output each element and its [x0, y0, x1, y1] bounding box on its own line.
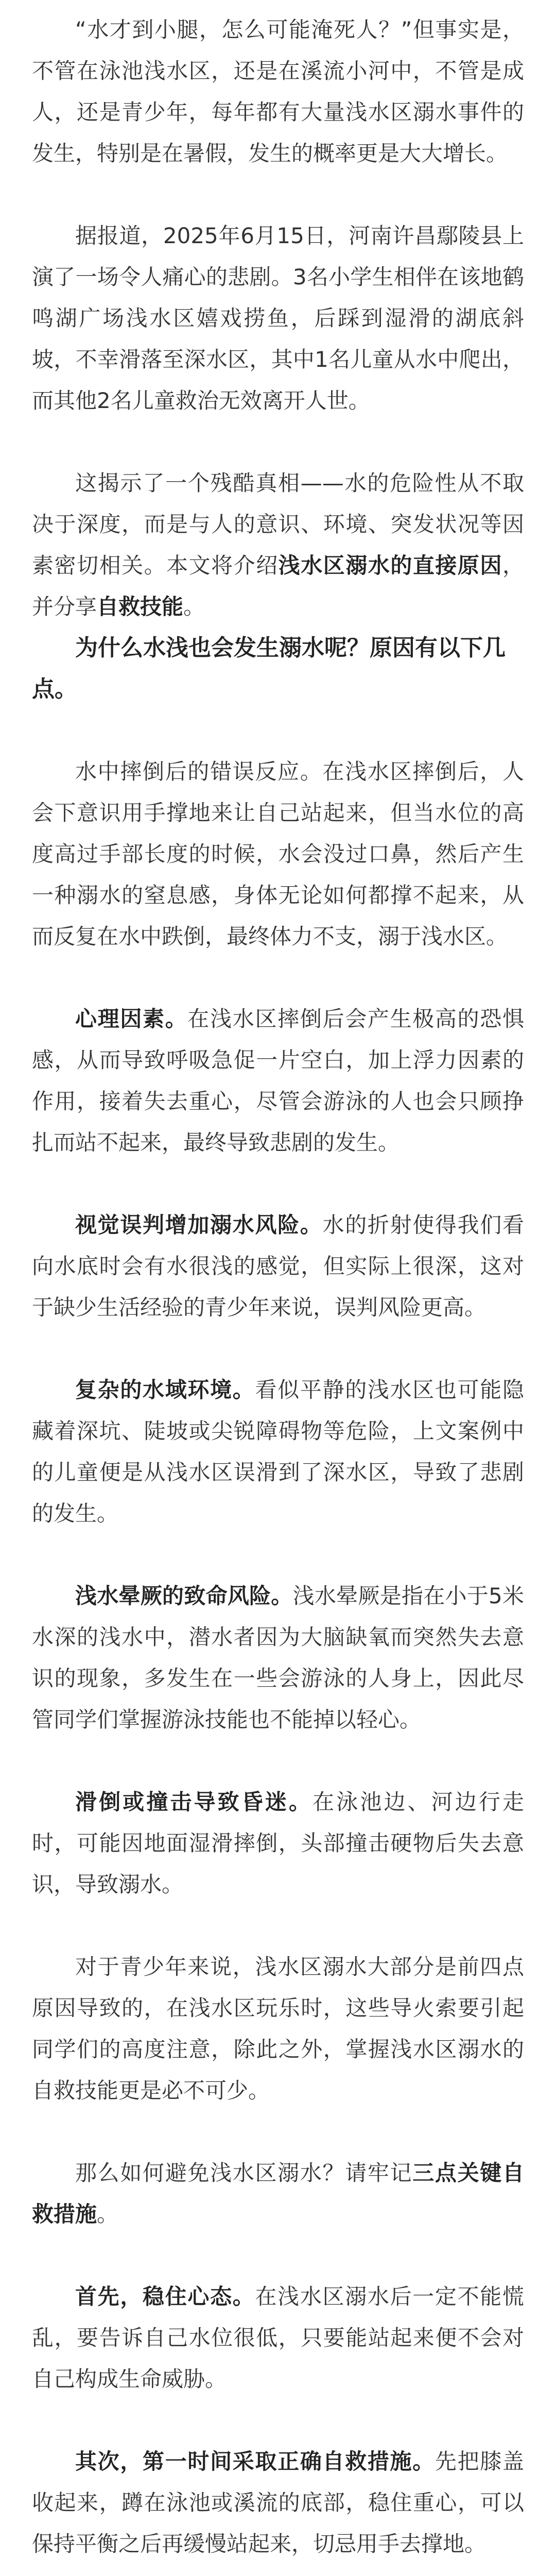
rescue-step-calm: 首先，稳住心态。在浅水区溺水后一定不能慌乱，要告诉自己水位很低，只要能站起来便不会对自己构成生命威胁。 — [32, 2284, 524, 2392]
causes-summary-paragraph: 对于青少年来说，浅水区溺水大部分是前四点原因导致的，在浅水区玩乐时，这些导火索要引起同学们的高度注意，除此之外，掌握浅水区溺水的自救技能更是必不可少。 — [32, 1954, 524, 2103]
cause-slip-impact: 滑倒或撞击导致昏迷。在泳池边、河边行走时，可能因地面湿滑摔倒，头部撞击硬物后失去意识，导致溺水。 — [32, 1789, 524, 1897]
cause-complex-environment: 复杂的水域环境。看似平静的浅水区也可能隐藏着深坑、陡坡或尖锐障碍物等危险，上文案例中的儿童便是从浅水区误滑到了深水区，导致了悲剧的发生。 — [32, 1377, 524, 1526]
news-report-paragraph: 据报道，2025年6月15日，河南许昌鄢陵县上演了一场令人痛心的悲剧。3名小学生相伴在该地鹤鸣湖广场浅水区嬉戏捞鱼，后踩到湿滑的湖底斜坡，不幸滑落至深水区，其中1名儿童从水中爬出，而其他2名儿童救治无效离开人世。 — [32, 223, 524, 413]
summary-paragraph: 这揭示了一个残酷真相——水的危险性从不取决于深度，而是与人的意识、环境、突发状况等因素密切相关。本文将介绍浅水区溺水的直接原因，并分享自救技能。 — [32, 470, 524, 619]
intro-paragraph: “水才到小腿，怎么可能淹死人？”但事实是，不管在泳池浅水区，还是在溪流小河中，不管是成人，还是青少年，每年都有大量浅水区溺水事件的发生，特别是在暑假，发生的概率更是大大增长。 — [32, 17, 524, 166]
cause-fall-reaction: 水中摔倒后的错误反应。在浅水区摔倒后，人会下意识用手撑地来让自己站起来，但当水位的高度高过手部长度的时候，水会没过口鼻，然后产生一种溺水的窒息感，身体无论如何都撑不起来，从而反复在水中跌倒，最终体力不支，溺于浅水区。 — [32, 759, 524, 949]
rescue-step-correct-action: 其次，第一时间采取正确自救措施。先把膝盖收起来，蹲在泳池或溪流的底部，稳住重心，可以保持平衡之后再缓慢站起来，切忌用手去撑地。 — [32, 2449, 524, 2556]
self-rescue-intro: 那么如何避免浅水区溺水？请牢记三点关键自救措施。 — [32, 2160, 524, 2227]
cause-visual-misjudgment: 视觉误判增加溺水风险。水的折射使得我们看向水底时会有水很浅的感觉，但实际上很深，这对于缺少生活经验的青少年来说，误判风险更高。 — [32, 1212, 524, 1320]
cause-shallow-blackout: 浅水晕厥的致命风险。浅水晕厥是指在小于5米水深的浅水中，潜水者因为大脑缺氧而突然失去意识的现象，多发生在一些会游泳的人身上，因此尽管同学们掌握游泳技能也不能掉以轻心。 — [32, 1583, 524, 1732]
cause-psychology: 心理因素。在浅水区摔倒后会产生极高的恐惧感，从而导致呼吸急促一片空白，加上浮力因素的作用，接着失去重心，尽管会游泳的人也会只顾挣扎而站不起来，最终导致悲剧的发生。 — [32, 1006, 524, 1155]
causes-heading: 为什么水浅也会发生溺水呢？原因有以下几点。 — [32, 635, 506, 702]
